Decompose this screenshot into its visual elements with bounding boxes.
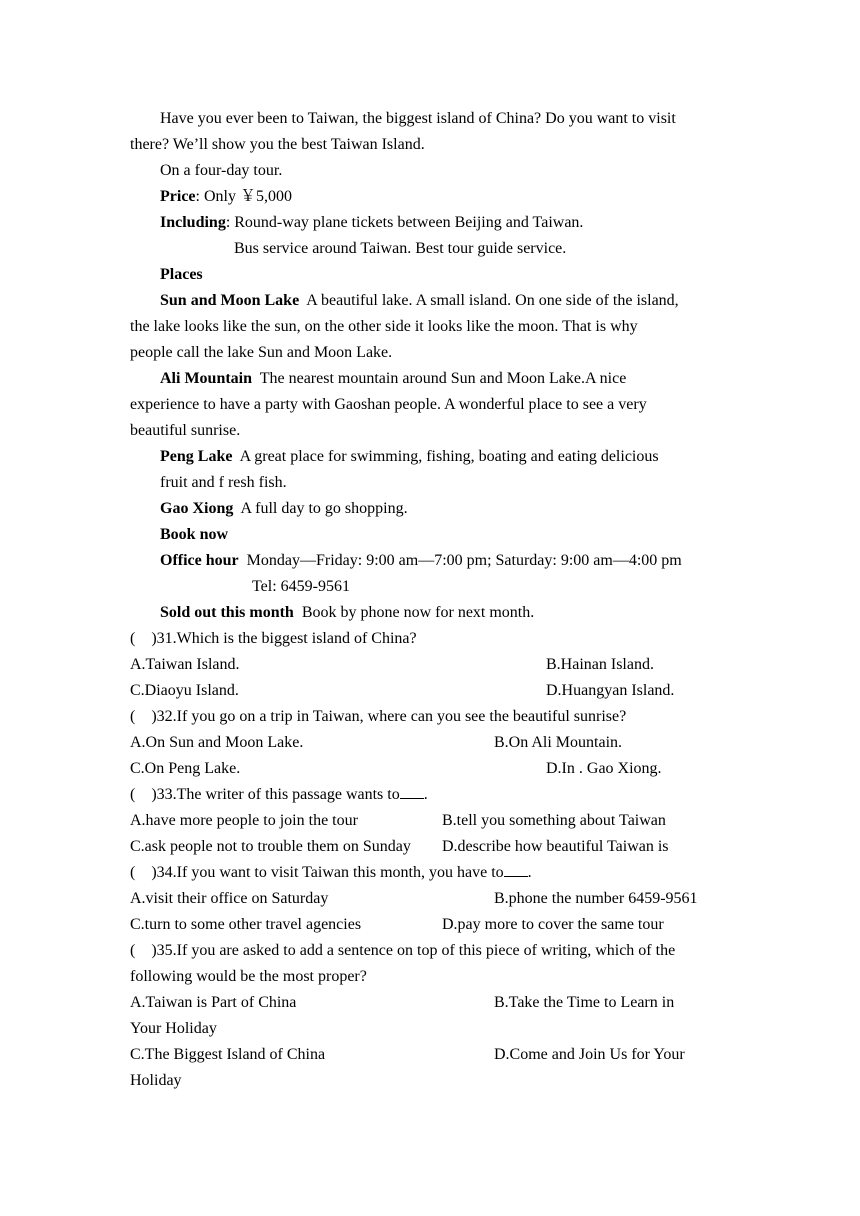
sold-out-line xyxy=(160,600,534,626)
q32-option-c: C.On Peng Lake. xyxy=(130,760,241,777)
intro-line-1: Have you ever been to Taiwan, the biggest island of China? Do you want to visit xyxy=(160,110,676,127)
answer-blank xyxy=(504,862,528,877)
ali-line-2: experience to have a party with Gaoshan people. A wonderful place to see a very xyxy=(130,396,647,413)
tour-line: On a four-day tour. xyxy=(160,162,283,179)
peng-label: Peng Lake xyxy=(160,448,233,465)
price-label: Price xyxy=(160,188,196,205)
q33-option-b: B.tell you something about Taiwan xyxy=(442,812,666,829)
sun-moon-label: Sun and Moon Lake xyxy=(160,292,300,309)
sun-moon-line-3: people call the lake Sun and Moon Lake. xyxy=(130,344,393,361)
question-31: ( )31.Which is the biggest island of China? xyxy=(130,630,417,647)
peng-line-2: fruit and f resh fish. xyxy=(160,474,287,491)
q32-option-d: D.In . Gao Xiong. xyxy=(546,760,662,777)
ali-line-1 xyxy=(160,366,626,392)
gao-text: A full day to go shopping. xyxy=(233,500,408,517)
q34-option-b: B.phone the number 6459-9561 xyxy=(494,890,698,907)
ali-label: Ali Mountain xyxy=(160,370,253,387)
q34-stem: ( )34.If you want to visit Taiwan this month, you have to xyxy=(130,864,504,881)
ali-line-3: beautiful sunrise. xyxy=(130,422,241,439)
q32-option-a: A.On Sun and Moon Lake. xyxy=(130,734,304,751)
q31-option-a: A.Taiwan Island. xyxy=(130,656,240,673)
places-heading xyxy=(160,262,203,288)
including-line xyxy=(160,210,583,236)
including-value: : Round-way plane tickets between Beijing and Taiwan. xyxy=(225,214,584,231)
sun-moon-line-2: the lake looks like the sun, on the other side it looks like the moon. That is why xyxy=(130,318,638,335)
q31-option-c: C.Diaoyu Island. xyxy=(130,682,239,699)
including-label: Including xyxy=(160,214,226,231)
q32-option-b: B.On Ali Mountain. xyxy=(494,734,623,751)
q35-option-d: D.Come and Join Us for Your xyxy=(494,1046,685,1063)
q33-stem: ( )33.The writer of this passage wants to xyxy=(130,786,400,803)
question-33 xyxy=(130,782,428,808)
question-35-line-2: following would be the most proper? xyxy=(130,968,367,985)
price-line xyxy=(160,184,292,210)
q35-option-a: A.Taiwan is Part of China xyxy=(130,994,297,1011)
tel-line: Tel: 6459-9561 xyxy=(252,578,350,595)
q34-option-a: A.visit their office on Saturday xyxy=(130,890,329,907)
question-32: ( )32.If you go on a trip in Taiwan, where can you see the beautiful sunrise? xyxy=(130,708,627,725)
office-line xyxy=(160,548,682,574)
peng-line-1 xyxy=(160,444,659,470)
question-35-line-1: ( )35.If you are asked to add a sentence on top of this piece of writing, which of the xyxy=(130,942,676,959)
book-now-heading xyxy=(160,522,228,548)
book-now-label: Book now xyxy=(160,526,229,543)
sun-moon-text-1: A beautiful lake. A small island. On one side of the island, xyxy=(299,292,679,309)
including-more-line: Bus service around Taiwan. Best tour guide service. xyxy=(234,240,567,257)
q31-option-d: D.Huangyan Island. xyxy=(546,682,675,699)
ali-text-1: The nearest mountain around Sun and Moon Lake.A nice xyxy=(252,370,627,387)
sold-out-text: Book by phone now for next month. xyxy=(293,604,535,621)
office-label: Office hour xyxy=(160,552,239,569)
q34-period: . xyxy=(527,864,532,881)
q35-option-c: C.The Biggest Island of China xyxy=(130,1046,326,1063)
office-hours: Monday—Friday: 9:00 am—7:00 pm; Saturday: 9:00 am—4:00 pm xyxy=(238,552,682,569)
sun-moon-line-1 xyxy=(160,288,679,314)
gao-label: Gao Xiong xyxy=(160,500,234,517)
places-label: Places xyxy=(160,266,203,283)
q33-option-d: D.describe how beautiful Taiwan is xyxy=(442,838,669,855)
q34-option-d: D.pay more to cover the same tour xyxy=(442,916,664,933)
q31-option-b: B.Hainan Island. xyxy=(546,656,654,673)
peng-text-1: A great place for swimming, fishing, boating and eating delicious xyxy=(232,448,659,465)
q35-option-d-cont: Holiday xyxy=(130,1072,182,1089)
question-34 xyxy=(130,860,532,886)
gao-line xyxy=(160,496,408,522)
sold-out-label: Sold out this month xyxy=(160,604,294,621)
q33-option-a: A.have more people to join the tour xyxy=(130,812,358,829)
q33-option-c: C.ask people not to trouble them on Sunday xyxy=(130,838,411,855)
q33-period: . xyxy=(423,786,428,803)
q34-option-c: C.turn to some other travel agencies xyxy=(130,916,362,933)
q35-option-b: B.Take the Time to Learn in xyxy=(494,994,675,1011)
answer-blank xyxy=(400,784,424,799)
price-value: : Only ￥5,000 xyxy=(195,188,292,205)
q35-option-b-cont: Your Holiday xyxy=(130,1020,217,1037)
intro-line-2: there? We’ll show you the best Taiwan Island. xyxy=(130,136,425,153)
